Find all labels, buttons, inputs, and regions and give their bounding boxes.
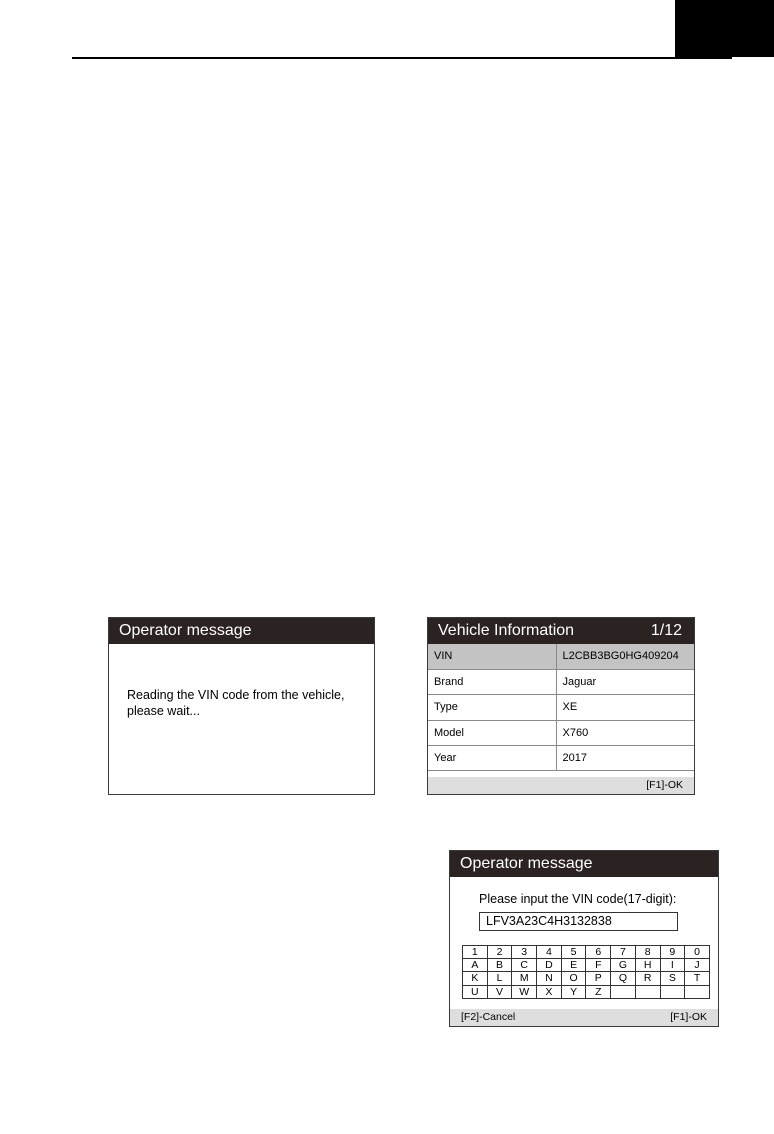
key-o[interactable]: O [561,972,586,985]
key-0[interactable]: 0 [685,946,710,959]
row-label: Model [428,720,556,745]
key-z[interactable]: Z [586,985,611,998]
reading-title: Operator message [119,622,252,639]
key-y[interactable]: Y [561,985,586,998]
reading-message [127,687,367,719]
keyboard-row [463,959,710,972]
ok-button[interactable]: [F1]-OK [646,779,683,791]
row-label: Brand [428,669,556,694]
key-k[interactable]: K [463,972,488,985]
row-value: L2CBB3BG0HG409204 [556,644,694,669]
reading-message-line-2: please wait... [127,704,200,718]
header-rule [72,57,732,59]
key-x[interactable]: X [537,985,562,998]
vehicle-information-screen [427,617,695,795]
key-v[interactable]: V [487,985,512,998]
key-q[interactable]: Q [611,972,636,985]
key-r[interactable]: R [635,972,660,985]
row-label: Year [428,746,556,771]
key-j[interactable]: J [685,959,710,972]
vehicle-info-table [428,644,694,771]
key-1[interactable]: 1 [463,946,488,959]
vin-input-title-bar [450,851,718,877]
vehicle-info-title-bar [428,618,694,644]
key-u[interactable]: U [463,985,488,998]
keyboard-row [463,946,710,959]
key-l[interactable]: L [487,972,512,985]
row-label: Type [428,695,556,720]
key-h[interactable]: H [635,959,660,972]
reading-title-bar [109,618,374,644]
key-f[interactable]: F [586,959,611,972]
key-e[interactable]: E [561,959,586,972]
key-a[interactable]: A [463,959,488,972]
key-9[interactable]: 9 [660,946,685,959]
key-empty [685,985,710,998]
table-row-type[interactable] [428,695,694,720]
key-s[interactable]: S [660,972,685,985]
key-t[interactable]: T [685,972,710,985]
cancel-button[interactable]: [F2]-Cancel [461,1011,516,1023]
vin-prompt: Please input the VIN code(17-digit): [479,892,677,906]
key-empty [635,985,660,998]
vin-input-screen [449,850,719,1027]
row-value: 2017 [556,746,694,771]
row-value: Jaguar [556,669,694,694]
key-c[interactable]: C [512,959,537,972]
vin-keyboard [462,945,710,999]
key-empty [611,985,636,998]
key-4[interactable]: 4 [537,946,562,959]
key-8[interactable]: 8 [635,946,660,959]
vehicle-info-title: Vehicle Information [438,622,575,639]
table-row-model[interactable] [428,720,694,745]
vin-input-footer [450,1009,718,1026]
key-d[interactable]: D [537,959,562,972]
key-6[interactable]: 6 [586,946,611,959]
ok-button[interactable]: [F1]-OK [670,1011,707,1023]
key-n[interactable]: N [537,972,562,985]
key-i[interactable]: I [660,959,685,972]
vin-input-title: Operator message [460,855,593,872]
key-empty [660,985,685,998]
table-row-vin[interactable] [428,644,694,669]
page-indicator: 1/12 [650,622,682,639]
key-m[interactable]: M [512,972,537,985]
key-2[interactable]: 2 [487,946,512,959]
keyboard-row [463,985,710,998]
key-w[interactable]: W [512,985,537,998]
row-value: XE [556,695,694,720]
row-value: X760 [556,720,694,745]
reading-vin-screen [108,617,375,795]
reading-message-line-1: Reading the VIN code from the vehicle, [127,688,345,702]
page-corner-tab [675,0,774,57]
key-3[interactable]: 3 [512,946,537,959]
vehicle-info-footer [428,777,694,794]
key-p[interactable]: P [586,972,611,985]
table-row-year[interactable] [428,746,694,771]
table-row-brand[interactable] [428,669,694,694]
row-label: VIN [428,644,556,669]
vin-input-field[interactable]: LFV3A23C4H3132838 [479,912,678,931]
key-5[interactable]: 5 [561,946,586,959]
key-b[interactable]: B [487,959,512,972]
keyboard-row [463,972,710,985]
key-g[interactable]: G [611,959,636,972]
key-7[interactable]: 7 [611,946,636,959]
